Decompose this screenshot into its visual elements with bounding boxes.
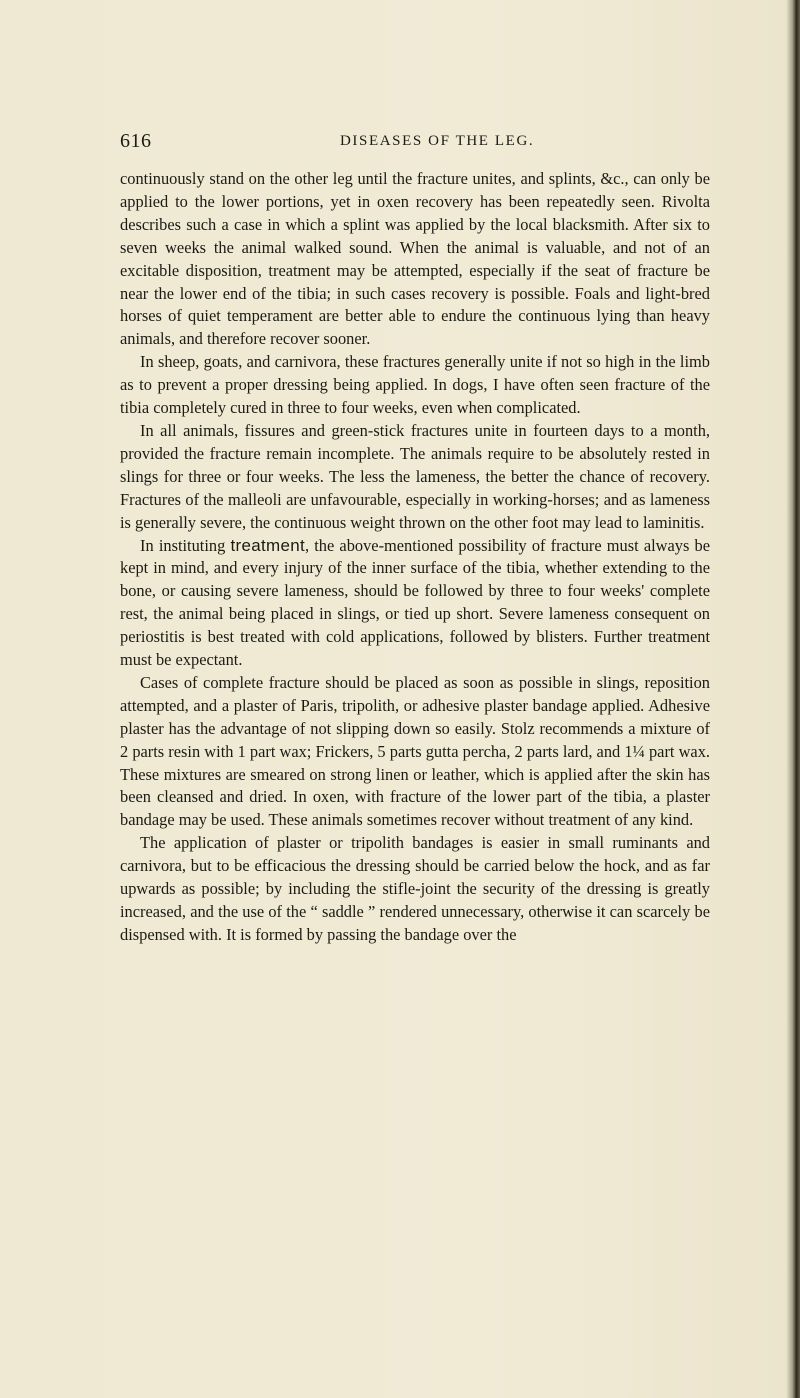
body-text — [120, 168, 710, 947]
paragraph-treatment — [120, 535, 710, 672]
treatment-body: , the above-mentioned possibility of fracture must always be kept in mind, and every injury of the inner surface of the tibia, whether extending to the bone, or causing severe lameness, should be followed by three to four weeks' complete rest, the animal being placed in slings, or tied up short. Severe lameness consequent on periostitis is best treated with cold applications, followed by blisters. Further treatment must be expectant. — [120, 535, 710, 670]
paragraph-plaster-application: The application of plaster or tripolith bandages is easier in small ruminants and carnivora, but to be efficacious the dressing should be carried below the hock, and as far upwards as possible; by including the stifle-joint the security of the dressing is greatly increased, and the use of the “ saddle ” rendered unnecessary, otherwise it can scarcely be dispensed with. It is formed by passing the bandage over the — [120, 833, 710, 944]
paragraph-continuation: continuously stand on the other leg until the fracture unites, and splints, &c., can only be applied to the lower portions, yet in oxen recovery has been repeatedly seen. Rivolta describes such a case in which a splint was applied by the local blacksmith. After six to seven weeks the animal walked sound. When the animal is valuable, and not of an excitable disposition, treatment may be attempted, especially if the seat of fracture be near the lower end of the tibia; in such cases recovery is possible. Foals and light-bred horses of quiet temperament are better able to endure the continuous lying than heavy animals, and therefore recover sooner. — [120, 169, 710, 349]
treatment-emphasis: treatment — [230, 535, 305, 555]
paragraph-complete-fracture: Cases of complete fracture should be placed as soon as possible in slings, reposition attempted, and a plaster of Paris, tripolith, or adhesive plaster bandage applied. Adhesive plaster has the advantage of not slipping down so easily. Stolz recommends a mixture of 2 parts resin with 1 part wax; Frickers, 5 parts gutta percha, 2 parts lard, and 1¼ part wax. These mixtures are smeared on strong linen or leather, which is applied after the skin has been cleansed and dried. In oxen, with fracture of the lower part of the tibia, a plaster bandage may be used. These animals sometimes recover without treatment of any kind. — [120, 672, 710, 830]
page-header — [120, 130, 710, 156]
running-head: DISEASES OF THE LEG. — [340, 133, 535, 149]
paragraph-fissures: In all animals, fissures and green-stick fractures unite in fourteen days to a month, provided the fracture remain incomplete. The animals require to be absolutely rested in slings for three or four weeks. The less the lameness, the better the chance of recovery. Fractures of the malleoli are unfavourable, especially in working-horses; and as lameness is generally severe, the continuous weight thrown on the other foot may lead to laminitis. — [120, 420, 710, 532]
treatment-lead: In instituting — [140, 535, 231, 555]
paragraph-sheep-goats: In sheep, goats, and carnivora, these fractures generally unite if not so high in the limb as to prevent a proper dressing being applied. In dogs, I have often seen fracture of the tibia completely cured in three to four weeks, even when complicated. — [120, 352, 710, 418]
page-edge-shadow — [786, 0, 800, 1398]
page-number: 616 — [120, 130, 152, 152]
